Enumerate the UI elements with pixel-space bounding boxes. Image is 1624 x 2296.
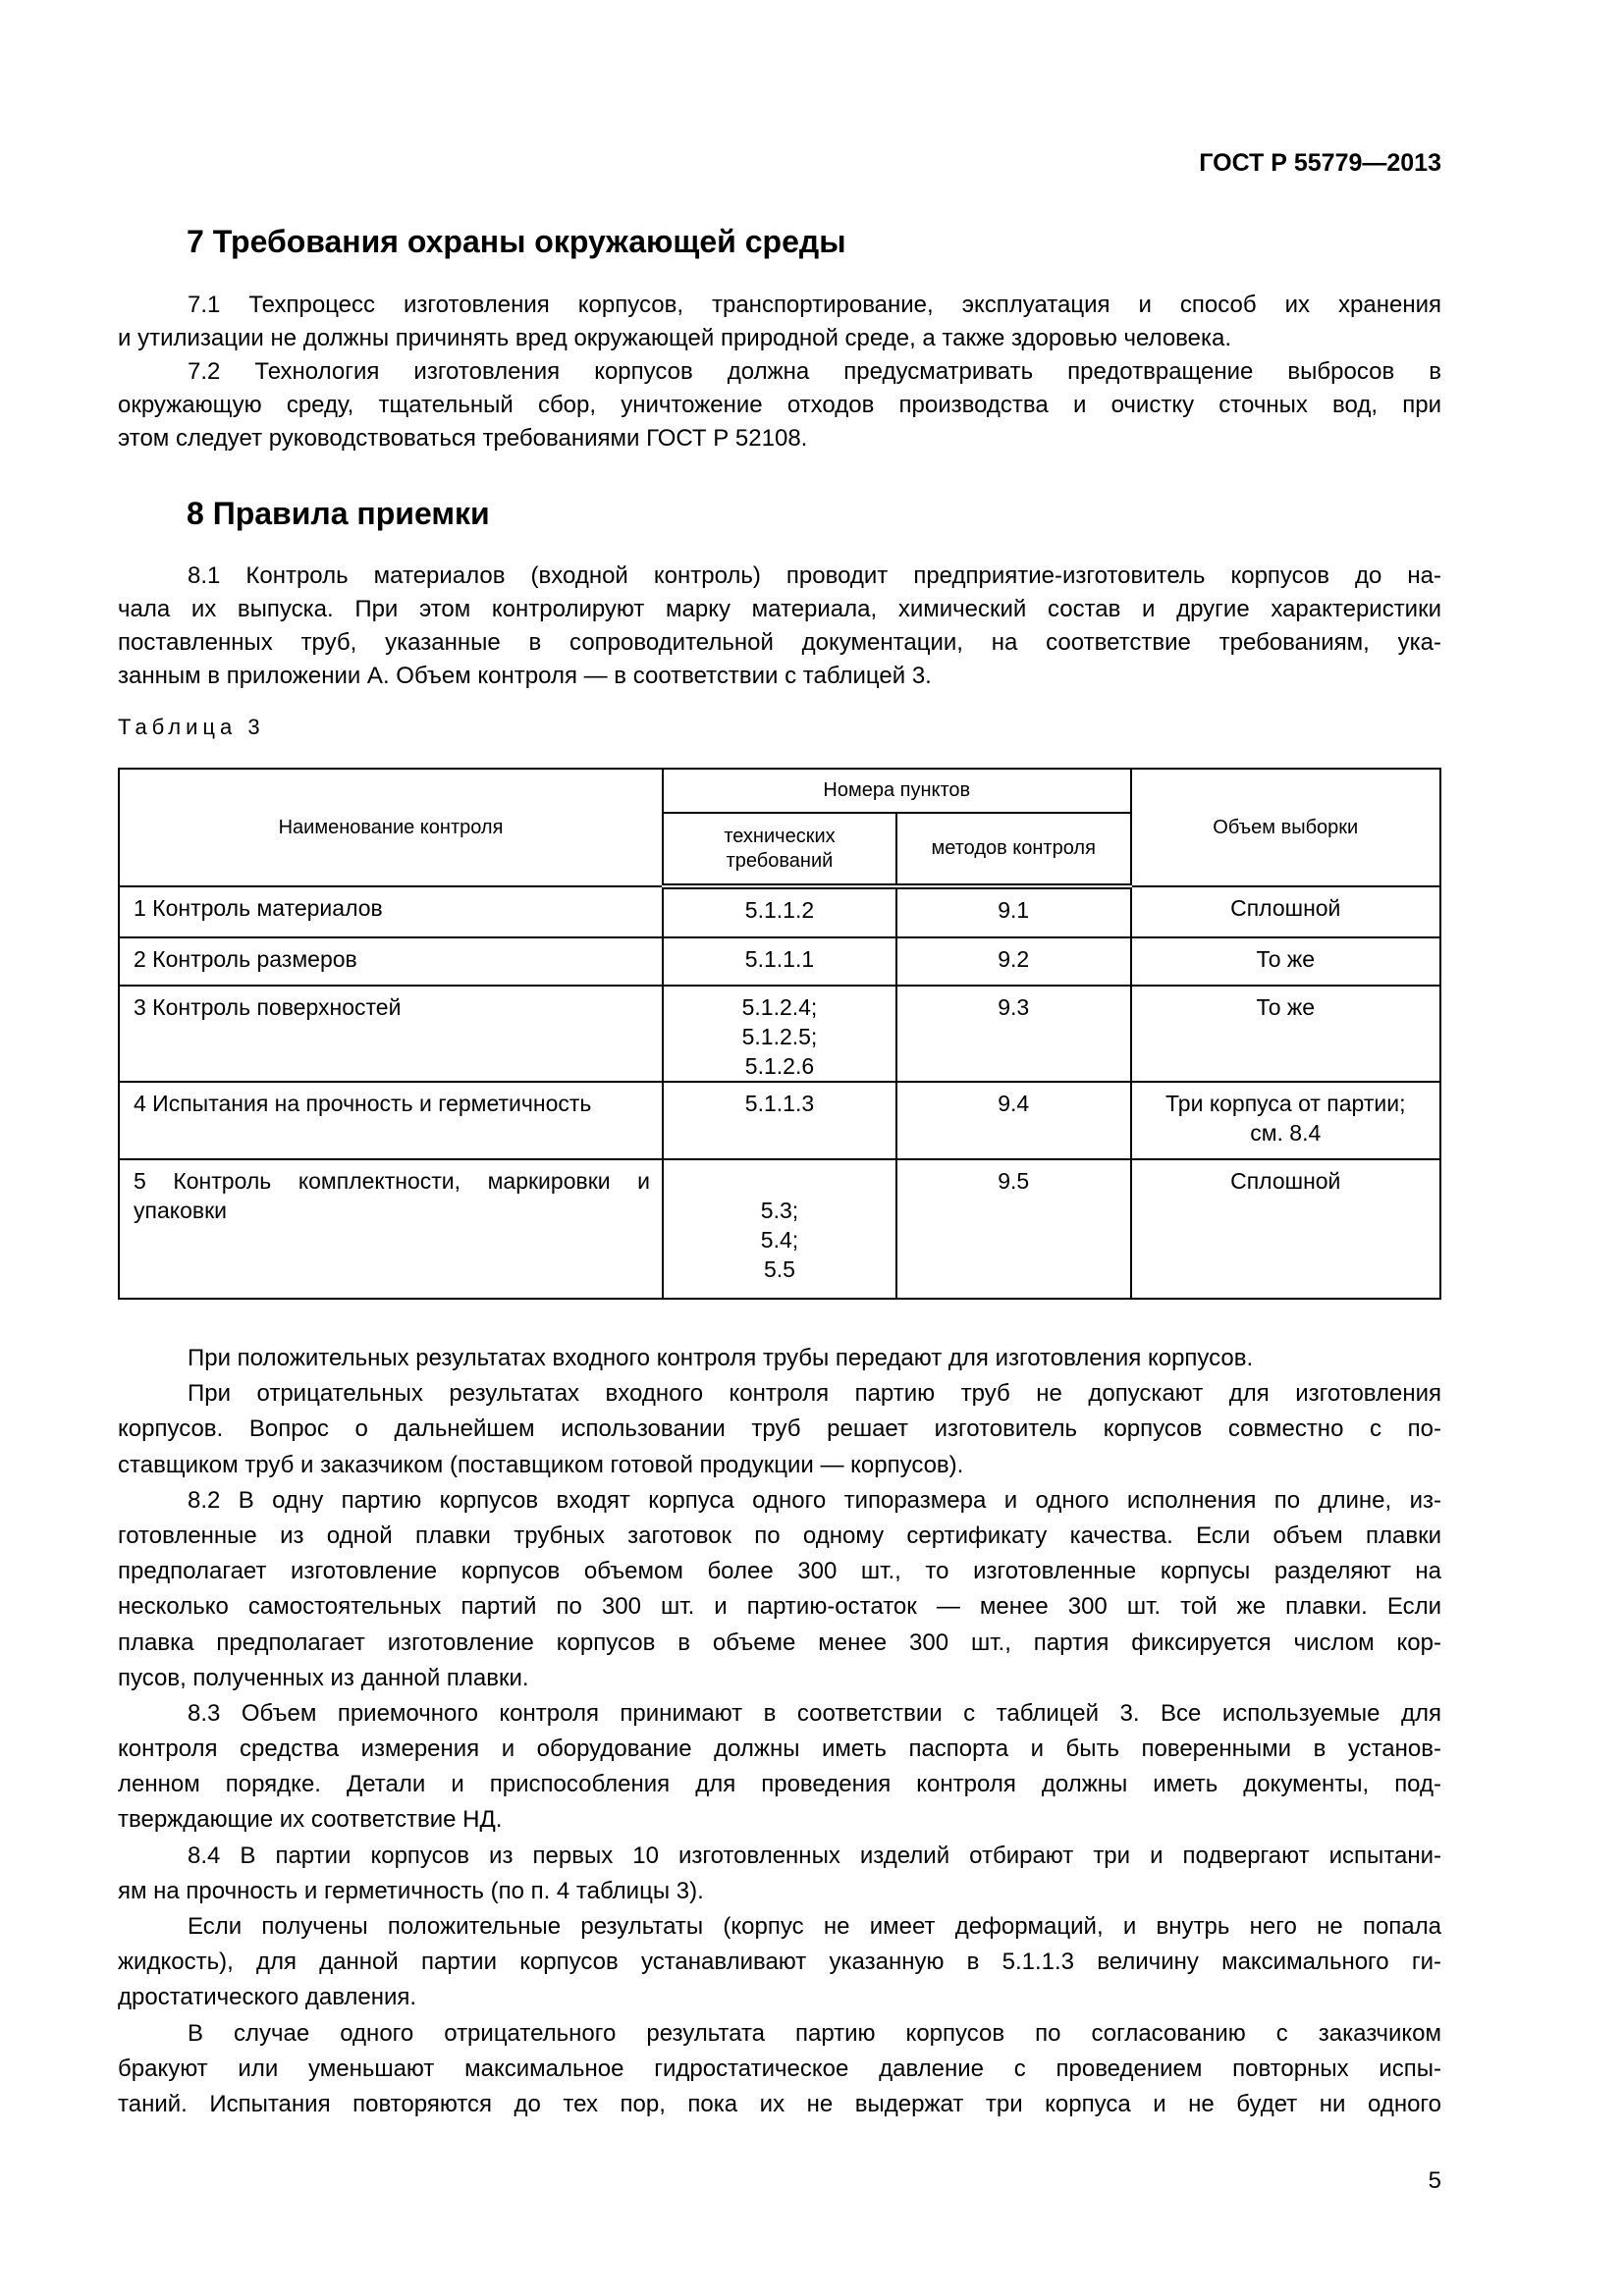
text-line: ставщиком труб и заказчиком (поставщиком готовой продукции — корпусов). [118,1451,964,1478]
cell-line: см. 8.4 [1250,1120,1322,1146]
text-line: ленном порядке. Детали и приспособления для проведения контроля должны иметь документы, под- [118,1771,1441,1798]
cell-tech [663,986,896,1082]
text-line: 7.1 Техпроцесс изготовления корпусов, транспортирование, эксплуатация и способ их хранения [188,292,1441,318]
cell-line [664,1166,895,1196]
cell-method [896,1159,1131,1299]
cell-sample [1131,886,1441,937]
section-8-1-text [118,560,1441,693]
text-line: При отрицательных результатах входного контроля партию труб не допускают для изготовления [188,1380,1441,1408]
text-line: ям на прочность и герметичность (по п. 4 таблицы 3). [118,1877,704,1904]
cell-sample [1131,937,1441,986]
cell-line: 3 Контроль поверхностей [134,994,402,1020]
cell-line: Сплошной [1230,1168,1341,1194]
cell-line: упаковки [134,1198,227,1223]
table-row [119,1082,1440,1159]
section-7-text [118,289,1441,455]
cell-line: 9.3 [998,994,1030,1020]
paragraph [118,1341,1441,1376]
text-line: 8.2 В одну партию корпусов входят корпуса одного типоразмера и одного исполнения по длине, из- [188,1486,1441,1514]
cell-tech [663,1159,896,1299]
table-row [119,937,1440,986]
text-line: пусов, полученных из данной плавки. [118,1664,529,1691]
paragraph [118,289,1441,355]
text-line: контроля средства измерения и оборудование должны иметь паспорта и быть поверенными в установ- [118,1735,1441,1763]
paragraph [118,1696,1441,1839]
paragraph [118,560,1441,693]
header-methods: методов контроля [896,813,1131,886]
table-row [119,986,1440,1082]
cell-line: Три корпуса от партии; [1165,1091,1406,1116]
cell-name [119,1082,663,1159]
cell-line: 9.5 [998,1168,1030,1194]
cell-line: 1 Контроль материалов [134,895,383,921]
header-sample: Объем выборки [1131,769,1441,886]
table-row [119,1159,1440,1299]
text-line: Если получены положительные результаты (корпус не имеет деформаций, и внутрь него не попала [188,1913,1441,1940]
paragraph [118,1483,1441,1696]
text-line: чала их выпуска. При этом контролируют марку материала, химический состав и другие характеристики [118,596,1441,622]
paragraph [118,1839,1441,1909]
text-line: предполагает изготовление корпусов объемом более 300 шт., то изготовленные корпусы разделяют на [118,1558,1441,1585]
section-8-heading: 8 Правила приемки [187,496,490,531]
paragraph [118,1376,1441,1483]
text-line: При положительных результатах входного контроля трубы передают для изготовления корпусов. [188,1345,1254,1371]
cell-line: 9.4 [998,1091,1030,1116]
cell-line: 5.4; [760,1227,799,1253]
header-tech: технических требований [663,813,896,886]
cell-line: 5.1.1.3 [744,1091,815,1116]
text-line: плавка предполагает изготовление корпусов в объеме менее 300 шт., партия фиксируется числом кор- [118,1629,1441,1656]
cell-sample [1131,1159,1441,1299]
cell-name [119,986,663,1082]
paragraph [118,355,1441,455]
text-line: дростатического давления. [118,1984,417,2011]
text-line: жидкость), для данной партии корпусов устанавливают указанную в 5.1.1.3 величину максимального ги- [118,1949,1441,1976]
cell-name [119,886,663,937]
text-line: занным в приложении А. Объем контроля — в соответствии с таблицей 3. [118,663,932,689]
text-line: таний. Испытания повторяются до тех пор, пока их не выдержат три корпуса и не будет ни одного [118,2090,1441,2117]
text-line: этом следует руководствоваться требованиями ГОСТ Р 52108. [118,425,808,452]
text-line: 8.3 Объем приемочного контроля принимают в соответствии с таблицей 3. Все используемые для [188,1699,1441,1727]
cell-line: 9.1 [998,897,1030,923]
cell-line: 4 Испытания на прочность и герметичность [134,1091,592,1116]
paragraph [118,2016,1441,2123]
cell-method [896,1082,1131,1159]
cell-line: 9.2 [998,946,1030,972]
page-number: 5 [1428,2167,1441,2194]
text-line: тверждающие их соответствие НД. [118,1806,503,1834]
cell-name [119,1159,663,1299]
cell-line: Сплошной [1230,895,1341,921]
text-line: и утилизации не должны причинять вред окружающей природной среде, а также здоровью человека. [118,325,1232,351]
cell-name [119,937,663,986]
text-line: 8.1 Контроль материалов (входной контроль) проводит предприятие-изготовитель корпусов до на- [188,562,1441,589]
paragraph [118,1909,1441,2016]
cell-sample [1131,1082,1441,1159]
header-name: Наименование контроля [119,769,663,886]
cell-method [896,986,1131,1082]
cell-line: 5.1.2.5; [741,1024,818,1049]
cell-line: 5.5 [763,1256,795,1282]
text-line: бракуют или уменьшают максимальное гидростатическое давление с проведением повторных испы- [118,2055,1441,2082]
table-3 [118,768,1441,1300]
text-line: корпусов. Вопрос о дальнейшем использовании труб решает изготовитель корпусов совместно с по- [118,1415,1441,1443]
cell-tech [663,886,896,937]
header-group: Номера пунктов [663,769,1130,813]
cell-line: То же [1256,994,1316,1020]
cell-method [896,937,1131,986]
table-label: Таблица 3 [118,715,265,739]
text-line: 8.4 В партии корпусов из первых 10 изготовленных изделий отбирают три и подвергают испытани- [188,1842,1441,1869]
text-line: готовленные из одной плавки трубных заготовок по одному сертификату качества. Если объем плавки [118,1522,1441,1549]
cell-tech [663,937,896,986]
body-text [118,1341,1441,2122]
cell-line: 5 Контроль комплектности, маркировки и [134,1168,651,1194]
cell-line: 5.1.1.1 [744,946,815,972]
document-code: ГОСТ Р 55779—2013 [1199,149,1441,177]
table-row [119,886,1440,937]
text-line: поставленных труб, указанные в сопроводительной документации, на соответствие требованиям, ука- [118,629,1441,656]
text-line: В случае одного отрицательного результата партию корпусов по согласованию с заказчиком [188,2019,1441,2047]
cell-line: 5.1.2.6 [744,1053,815,1079]
text-line: окружающую среду, тщательный сбор, уничтожение отходов производства и очистку сточных вод, при [118,392,1441,418]
cell-line: То же [1256,946,1316,972]
cell-method [896,886,1131,937]
text-line: несколько самостоятельных партий по 300 шт. и партию-остаток — менее 300 шт. той же плавки. Если [118,1593,1441,1621]
cell-line: 5.1.1.2 [744,897,815,923]
text-line: 7.2 Технология изготовления корпусов должна предусматривать предотвращение выбросов в [188,358,1441,385]
cell-line: 5.3; [760,1198,799,1223]
section-7-heading: 7 Требования охраны окружающей среды [187,224,846,259]
cell-line: 5.1.2.4; [741,994,818,1020]
cell-tech [663,1082,896,1159]
cell-line: 2 Контроль размеров [134,946,357,972]
cell-sample [1131,986,1441,1082]
